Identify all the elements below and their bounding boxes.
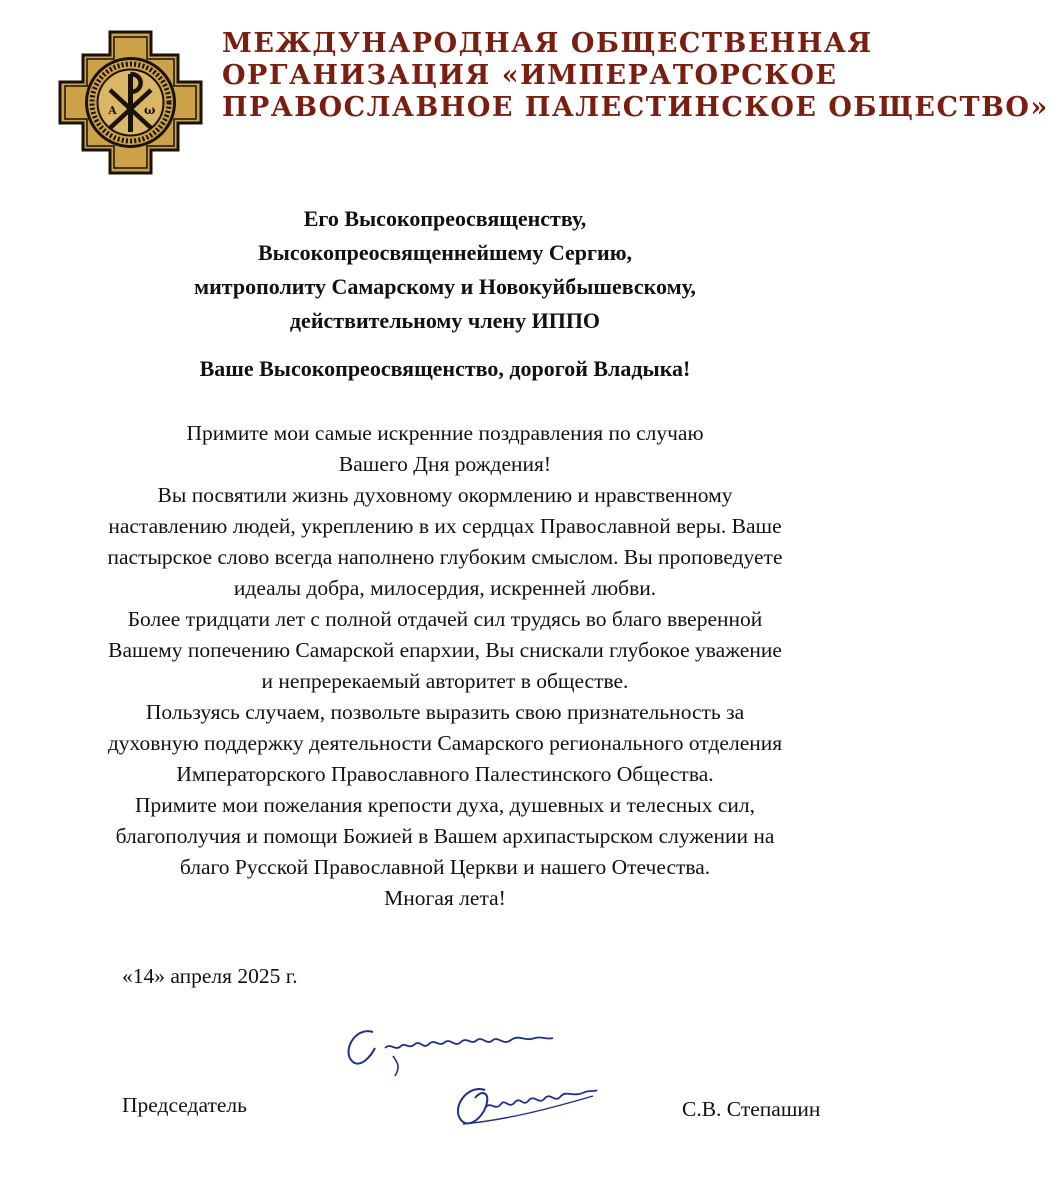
handwritten-signature <box>335 1012 605 1142</box>
body-line: Вашего Дня рождения! <box>338 452 552 476</box>
body-line: Вы посвятили жизнь духовному окормлению и нравственному <box>157 483 733 507</box>
salutation: Ваше Высокопреосвященство, дорогой Владыка! <box>199 356 691 381</box>
body-line: Многая лета! <box>384 886 506 910</box>
body-line: духовную поддержку деятельности Самарского регионального отделения <box>107 731 783 755</box>
organization-title <box>222 28 1049 124</box>
org-title-line: ОРГАНИЗАЦИЯ «ИМПЕРАТОРСКОЕ <box>222 60 838 91</box>
letter-body <box>40 418 850 914</box>
omega-letter: ω <box>144 103 156 117</box>
body-line: Примите мои пожелания крепости духа, душевных и телесных сил, <box>134 793 756 817</box>
chi-rho-cross-emblem-icon <box>58 30 203 175</box>
org-title-line: ПРАВОСЛАВНОЕ ПАЛЕСТИНСКОЕ ОБЩЕСТВО» <box>222 92 1049 123</box>
addressee-block <box>0 202 890 338</box>
addressee-line: Высокопреосвященнейшему Сергию, <box>257 240 633 265</box>
addressee-line: митрополиту Самарскому и Новокуйбышевскому, <box>194 274 696 299</box>
addressee-line: Его Высокопреосвященству, <box>303 206 587 231</box>
body-line: наставлению людей, укреплению в их сердцах Православной веры. Ваше <box>108 514 782 538</box>
letter-date: «14» апреля 2025 г. <box>122 964 298 988</box>
alpha-letter: А <box>108 104 117 117</box>
body-line: Пользуясь случаем, позвольте выразить свою признательность за <box>145 700 745 724</box>
body-line: пастырское слово всегда наполнено глубоким смыслом. Вы проповедуете <box>107 545 783 569</box>
body-line: благополучия и помощи Божией в Вашем архипастырском служении на <box>115 824 775 848</box>
body-line: идеалы добра, милосердия, искренней любви. <box>233 576 657 600</box>
body-line: и непререкаемый авторитет в обществе. <box>261 669 629 693</box>
body-line: Более тридцати лет с полной отдачей сил трудясь во благо вверенной <box>127 607 763 631</box>
body-line: Примите мои самые искренние поздравления по случаю <box>186 421 704 445</box>
signatory-position: Председатель <box>122 1093 247 1117</box>
body-line: благо Русской Православной Церкви и нашего Отечества. <box>179 855 711 879</box>
signatory-name: С.В. Степашин <box>682 1097 821 1121</box>
body-line: Вашему попечению Самарской епархии, Вы снискали глубокое уважение <box>108 638 782 662</box>
org-title-line: МЕЖДУНАРОДНАЯ ОБЩЕСТВЕННАЯ <box>222 28 873 59</box>
letterhead <box>0 0 1049 180</box>
addressee-line: действительному члену ИППО <box>289 308 601 333</box>
body-line: Императорского Православного Палестинского Общества. <box>176 762 714 786</box>
